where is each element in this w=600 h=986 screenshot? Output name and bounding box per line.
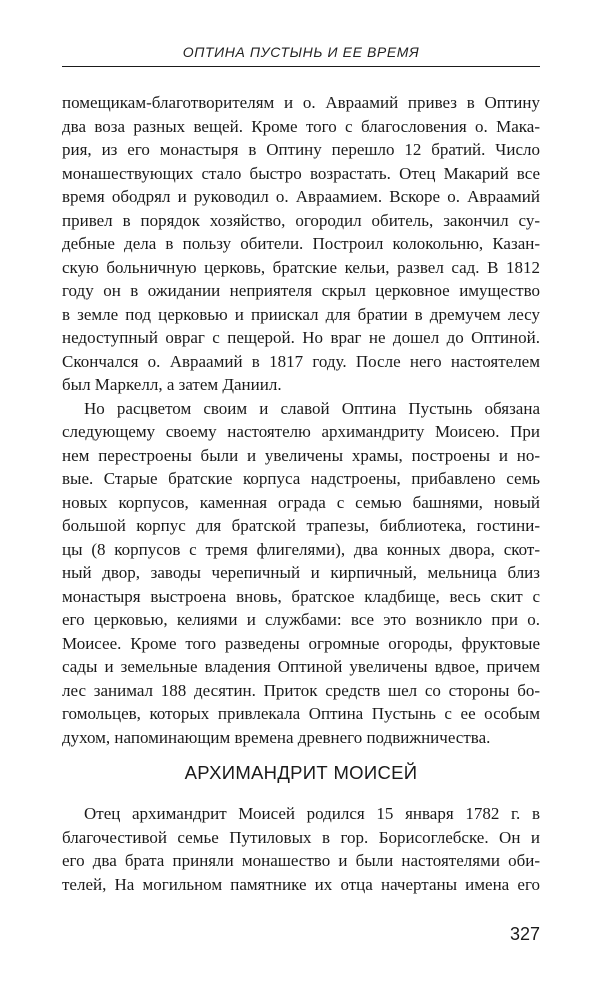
text-line: благочестивой семье Путиловых в гор. Борисоглебске. Он и [62,827,540,847]
text-line: привел в порядок хозяйство, огородил обитель, закончил су- [62,210,540,230]
text-line: скую больничную церковь, братские кельи, развел сад. В 1812 [62,257,540,277]
text-line: году он в ожидании неприятеля скрыл церковное имущество [62,281,540,300]
text-line: в земле под церковью и приискал для братии в дремучем лесу [62,304,540,324]
running-head: ОПТИНА ПУСТЫНЬ И ЕЕ ВРЕМЯ [182,44,420,60]
text-line: гомольцев, которых привлекала Оптина Пустынь с ее особым [62,704,540,723]
text-line: Моисее. Кроме того разведены огромные огороды, фруктовые [62,633,540,653]
text-line: монастыря выстроена вновь, братское кладбище, весь скит с [62,586,540,606]
text-line: духом, напоминающим времена древнего подвижничества. [62,727,491,747]
text-line: монашествующих стало быстро возрастать. Отец Макарий все [62,163,540,183]
text-line: телей, На могильном памятнике их отца начертаны имена его [62,874,540,894]
text-line: недоступный овраг с пещерой. Но враг не дошел до Оптиной. [62,328,540,347]
page-number: 327 [509,924,540,944]
text-line: сады и земельные владения Оптиной увеличены вдвое, причем [62,657,540,676]
text-line: его церковью, келиями и службами: все это возникло при о. [62,610,540,629]
running-head-rule [62,66,540,67]
text-line: два воза разных вещей. Кроме того с благословения о. Мака- [62,116,540,136]
text-line: большой корпус для братской трапезы, библиотека, гостини- [62,516,540,535]
text-line: ный двор, заводы черепичный и кирпичный, мельница близ [62,563,540,582]
text-line: Скончался о. Авраамий в 1817 году. После него настоятелем [62,351,540,371]
text-line: Отец архимандрит Моисей родился 15 января 1782 г. в [84,804,540,823]
text-line: цы (8 корпусов с тремя флигелями), два конных двора, скот- [62,539,540,559]
text-line: помещикам-благотворителям и о. Авраамий привез в Оптину [62,93,540,112]
text-line: был Маркелл, а затем Даниил. [62,375,282,394]
paragraph-3 [62,802,540,896]
text-line: новых корпусов, каменная ограда с семью башнями, новый [62,492,540,512]
text-line: время ободрял и руководил о. Авраамием. Вскоре о. Авраамий [62,187,540,206]
text-line: нем перестроены были и увеличены храмы, построены и но- [62,445,540,465]
text-line: рия, из его монастыря в Оптину перешло 12 братий. Число [62,140,540,159]
text-line: Но расцветом своим и славой Оптина Пустынь обязана [84,398,540,418]
text-line: дебные дела в пользу обители. Построил колокольню, Казан- [62,234,540,253]
section-title: АРХИМАНДРИТ МОИСЕЙ [184,762,418,783]
text-line: следующему своему настоятелю архимандриту Моисею. При [62,422,540,441]
paragraph-1 [62,91,540,397]
text-line: его два брата приняли монашество и были настоятелями оби- [62,851,540,870]
text-line: вые. Старые братские корпуса надстроены, прибавлено семь [62,469,540,488]
text-line: лес занимал 188 десятин. Приток средств шел со стороны бо- [62,680,540,700]
paragraph-2 [62,397,540,750]
